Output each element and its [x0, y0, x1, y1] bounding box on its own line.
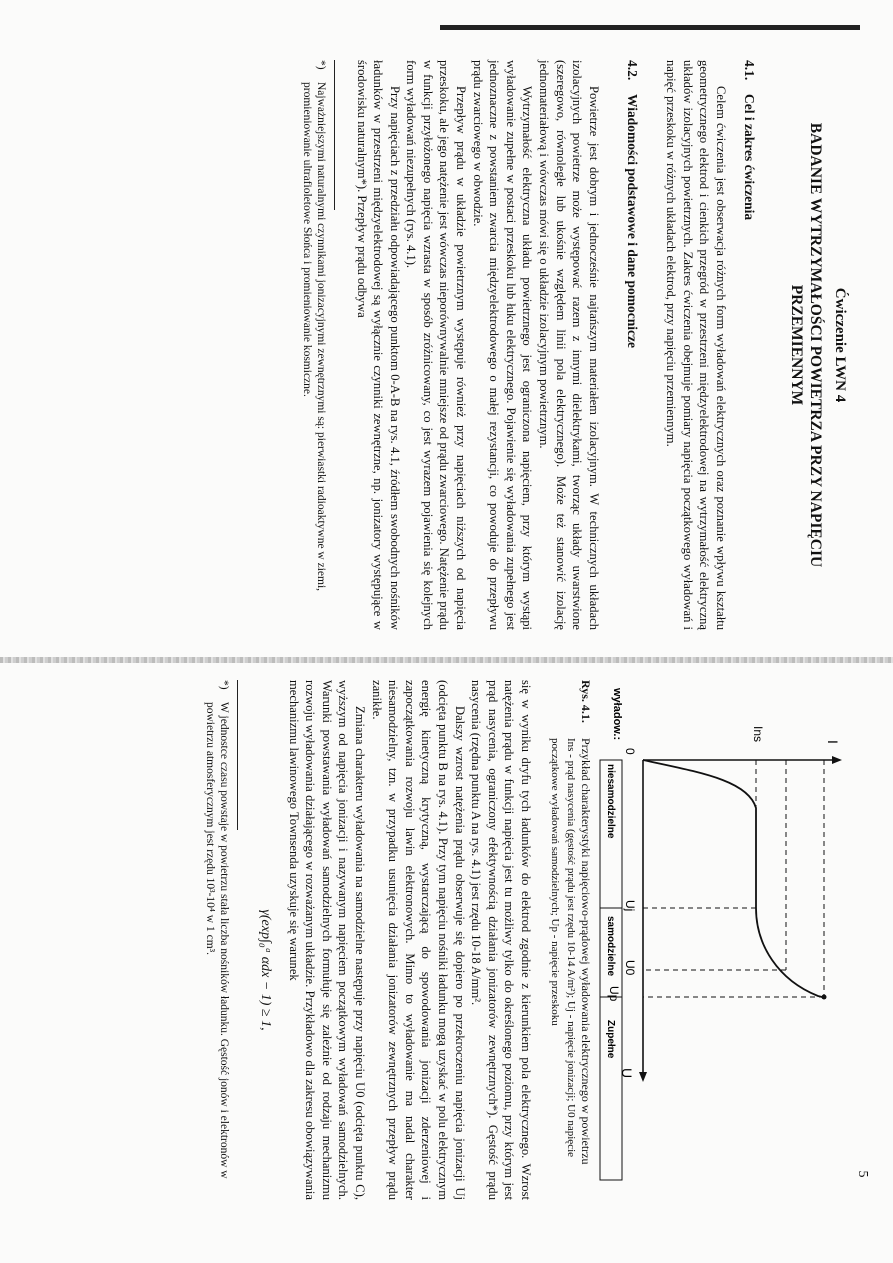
label-Ins: Ins — [751, 726, 765, 743]
section-4-1-heading — [741, 60, 758, 630]
upper-page-content — [78, 60, 848, 630]
label-Uj: Uj — [623, 900, 637, 912]
footnote-1 — [300, 60, 328, 630]
section-4-2-paragraph-4: Przy napięciach z przedziału odpowiadającego punktom 0-A-B na rys. 4.1, źródłem swobodnych nośników ładunków w przestrzeni międzyelektrodowej są wyłącznie czynniki zewnętrzne, np. jonizatory występujące w środowisku naturalnym*). Przepływ prądu odbywa — [354, 60, 402, 630]
footnote-1-text: Najważniejszymi naturalnymi czynnikami jonizacyjnymi zewnętrznymi są: pierwiastki radioaktywne w ziemi, promieniowanie ultrafioletowe Słońca i promieniowanie kosmiczne. — [300, 82, 327, 592]
section-4-2-title: Wiadomości podstawowe i dane pomocnicze — [625, 94, 641, 349]
label-Up: Up — [607, 986, 621, 1002]
continuation-paragraph-3: Zmiana charakteru wyładowania na samodzielne następuje przy napięciu U0 (odcięta punktu C), wyższym od napięcia jonizacji i nazywanym napięciem początkowym wyładowań samodzielnych. Warunki powstawania wyładowań samodzielnych formułuje się zależnie od rodzaju mechanizmu rozwoju wyładowania działającego w rozważanym układzie. Przykładowo dla zakresu obowiązywania mechanizmu lawinowego Townsenda uzyskuje się warunek — [286, 680, 367, 1200]
iv-curve — [643, 760, 826, 998]
figure-caption-main: Przykład charakterystyki napięciowo-prądowej wyładowania elektrycznego w powietrzu — [579, 738, 594, 1165]
lower-page-content — [78, 680, 848, 1200]
figure-label: Rys. 4.1. — [579, 680, 594, 723]
section-4-1-title: Cel i zakres ćwiczenia — [742, 94, 758, 221]
label-zero: 0 — [623, 748, 637, 755]
title-line-1: BADANIE WYTRZYMAŁOŚCI POWIETRZA PRZY NAPIĘCIU — [807, 122, 825, 568]
townsend-formula: γ(exp∫₀ᵃ αdx − 1) ≥ 1, — [258, 909, 273, 1031]
figure-4-1 — [598, 680, 848, 1200]
footnote-2 — [203, 680, 231, 1200]
section-4-1-paragraph: Celem ćwiczenia jest obserwacja różnych form wyładowań elektrycznych oraz poznanie wpływu kształtu geometrycznego elektrod i cienkich przegród w przestrzeni międzyelektrodowej na wytrzymałość elektryczną układów izolacyjnych powietrznych. Zakres ćwiczenia obejmuje pomiary napięcia początkowego wyładowań i napięć przeskoku w różnych układach elektrod, przy napięciu przemiennym. — [664, 60, 728, 630]
figure-caption-legend: Ins - prąd nasycenia (gęstość prądu jest rzędu 10-14 A/m²); Uj - napięcie jonizacji; U0 napięcie początkowe wyładowań samodzielnych; Up - napięcie przeskoku — [549, 738, 577, 1158]
section-4-2-paragraph-1: Powietrze jest dobrym i jednocześnie najtańszym materiałem izolacyjnym. W technicznych układach izolacyjnych powietrze może występować razem z innymi dielektrykami, tworząc układy uwarstwione (szeregowo, równoległe lub ukośnie względem linii pola elektrycznego). Może też stanowić izolację jednomateriałową i wówczas mówi się o układzie izolacyjnym powietrznym. — [537, 60, 601, 630]
figure-caption-text — [548, 738, 594, 1200]
label-U0: U0 — [623, 960, 637, 976]
point-Up — [822, 995, 827, 1000]
section-4-1-number: 4.1. — [742, 60, 758, 81]
continuation-paragraph-2: Dalszy wzrost natężenia prądu obserwuje się dopiero po przekroczeniu napięcia jonizacji Uj (odcięta punktu B na rys. 4.1). Przy tym napięciu nośniki ładunku mogą uzyskać w polu elektrycznym energię kinetyczną krytyczną, wystarczającą do spowodowania jonizacji zderzeniowej i zapoczątkowania rozwoju lawin elektronowych. Mimo to wyładowanie ma nadal charakter niesamodzielny, tzn. w przypadku usunięcia działania jonizatorów zewnętrznych przepływ prądu zanikłe. — [369, 680, 467, 1200]
axis-label-I: I — [825, 740, 841, 744]
figure-caption — [548, 680, 594, 1200]
continuation-paragraph-1: się w wyniku dryfu tych ładunków do elektrod zgodnie z kierunkiem pola elektrycznego. Wzrost natężenia prądu w funkcji napięcia jest tu możliwy tylko do określonego poziomu, przy którym jest prąd nasycenia, ograniczony efektywnością działania jonizatorów zewnętrznych*). Gęstość prądu nasycenia (rzędna punktu A na rys. 4.1) jest rzędu 10-18 A/mm². — [469, 680, 533, 1200]
footnote-rule-2 — [237, 680, 238, 830]
page-fold — [0, 657, 893, 663]
legend-niesamodzielne: niesamodzielne — [605, 764, 616, 839]
legend-zupelne: Zupełne — [605, 1020, 616, 1059]
footnote-2-text: W jednostce czasu powstaje w powietrzu stała liczba nośników ładunku. Gęstość jonów i elektronów w powietrzu atmosferycznym jest rzędu 10³-10⁴ w 1 cm³. — [204, 702, 231, 1179]
section-4-2-paragraph-2: Wytrzymałość elektryczna układu powietrznego jest ograniczona napięciem, przy którym wystąpi wyładowanie zupełne w postaci przeskoku lub łuku elektrycznego. Pojawienie się wyładowania zupełnego jest jednoznaczne z powstaniem zwarcia międzyelektrodowego o małej rezystancji, co powoduje do przepływu prądu zwarciowego w obwodzie. — [470, 60, 535, 630]
footnote-2-mark: *) — [218, 680, 231, 690]
section-4-2-paragraph-3: Przepływ prądu w układzie powietrznym występuje również przy napięciach niższych od napięcia przeskoku, ale jego natężenie jest wówczas nieporównywalnie mniejsze od prądu zwarciowego. Natężenie prądu w funkcji przyłożonego napięcia wzrasta w sposób zróżnicowany, co jest wyrazem pojawienia się kolejnych form wyładowań niezupełnych (rys. 4.1). — [404, 60, 469, 630]
x-axis-arrow-icon — [639, 1072, 647, 1082]
section-4-2-number: 4.2. — [625, 60, 641, 81]
section-4-2-heading — [624, 60, 641, 630]
footnote-1-mark: *) — [314, 60, 327, 70]
legend-samodzielne: samodzielne — [605, 916, 616, 977]
scan-shadow-top — [440, 25, 860, 30]
axis-label-U: U — [619, 1068, 635, 1079]
y-axis-arrow-icon — [832, 756, 842, 764]
legend-title: wyładow.: — [611, 688, 623, 741]
exercise-label: Ćwiczenie LWN 4 — [832, 287, 848, 403]
exercise-title — [787, 60, 825, 630]
footnote-rule — [334, 60, 335, 210]
title-line-2: PRZEMIENNYM — [788, 284, 806, 406]
page-number: 5 — [855, 1170, 870, 1178]
